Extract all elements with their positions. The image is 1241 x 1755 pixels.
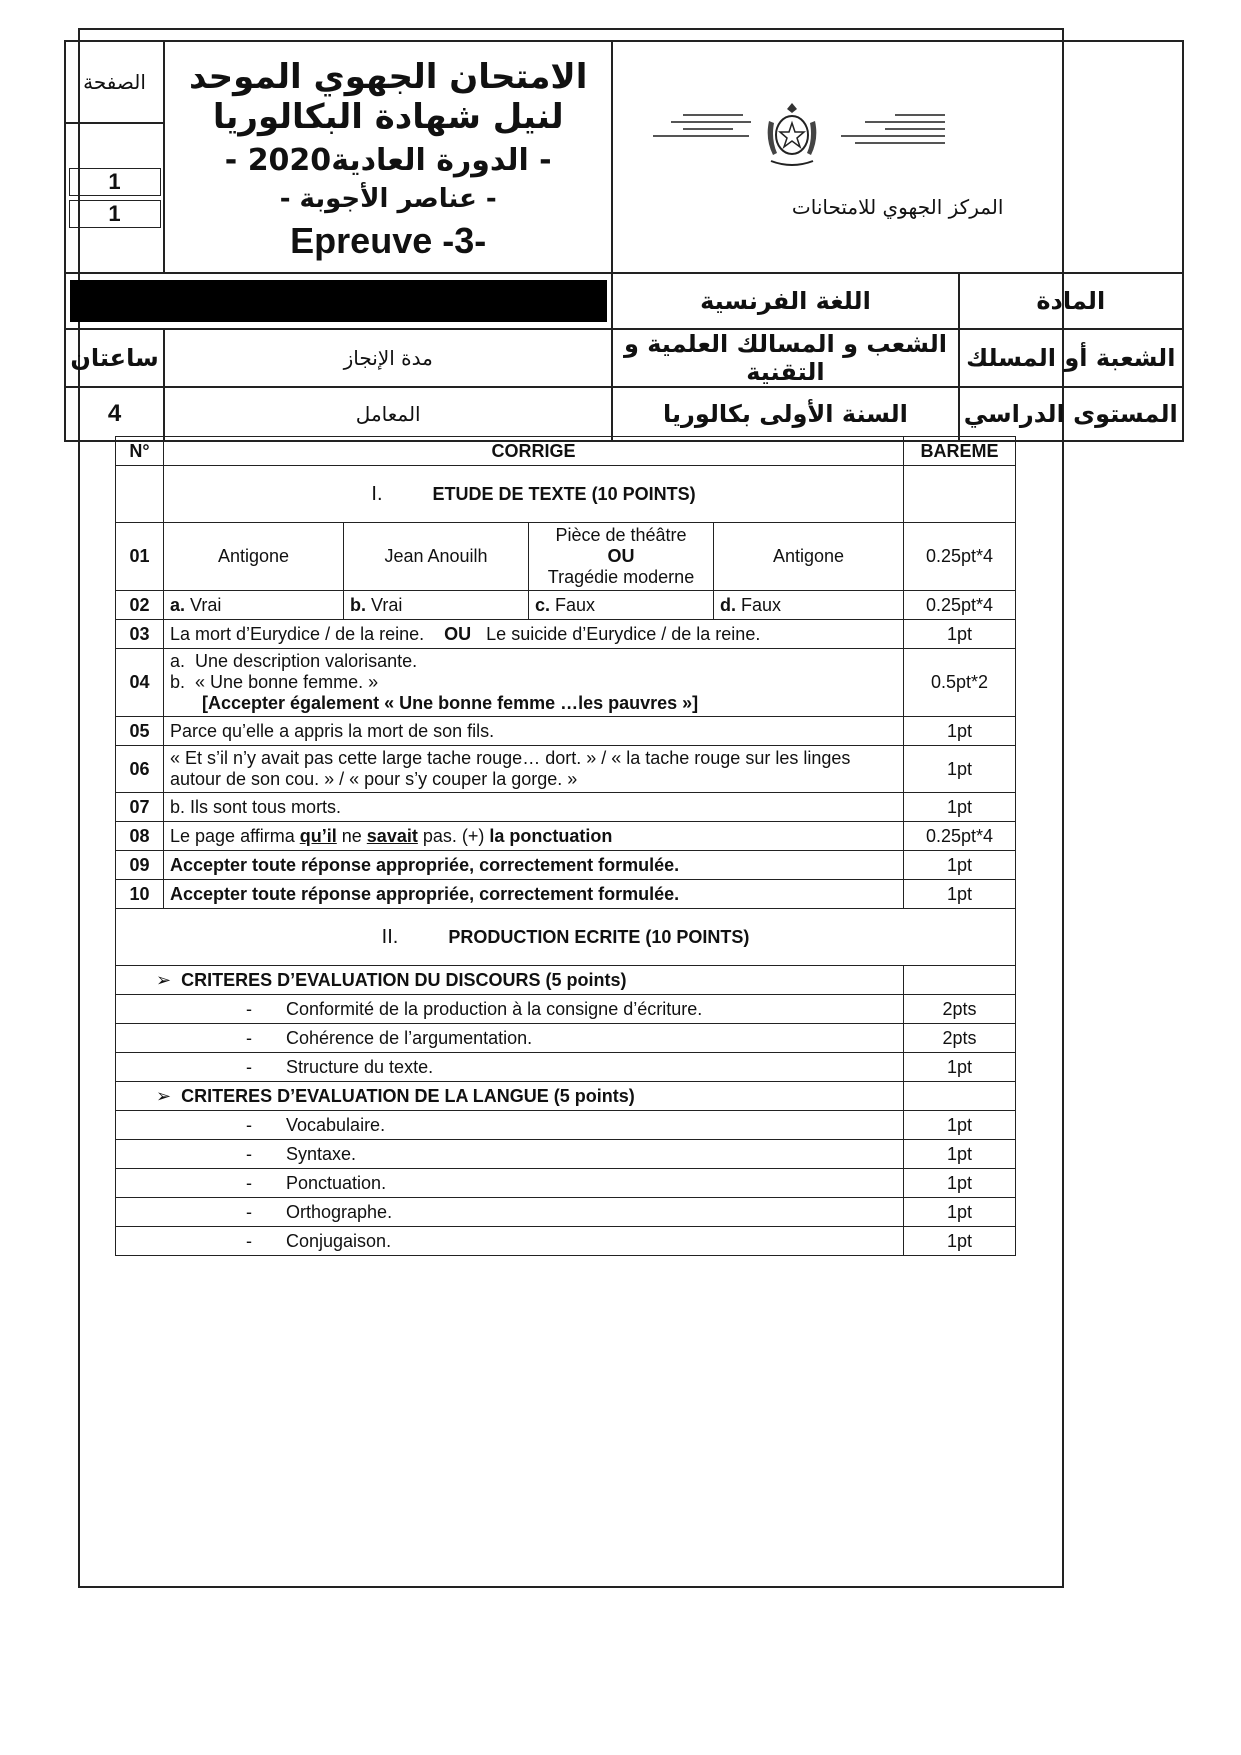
subject-label: المادة [959, 273, 1183, 329]
table-row: 09 Accepter toute réponse appropriée, correctement formulée. 1pt [116, 851, 1016, 880]
col-num-header: N° [116, 437, 164, 466]
criteria-language-title: ➢ CRITERES D’EVALUATION DE LA LANGUE (5 points) [116, 1082, 904, 1111]
table-row: 02 a. Vrai b. Vrai c. Faux d. Faux 0.25pt*4 [116, 591, 1016, 620]
exam-title-block [164, 41, 612, 273]
list-item: - Conformité de la production à la consigne d’écriture. 2pts [116, 995, 1016, 1024]
table-row: 05 Parce qu’elle a appris la mort de son fils. 1pt [116, 717, 1016, 746]
list-item: - Vocabulaire. 1pt [116, 1111, 1016, 1140]
table-row: 01 Antigone Jean Anouilh Pièce de théâtre OU Tragédie moderne Antigone 0.25pt*4 [116, 523, 1016, 591]
page-number-block [65, 123, 164, 273]
page-label: الصفحة [65, 41, 164, 123]
list-item: - Structure du texte. 1pt [116, 1053, 1016, 1082]
list-item: - Ponctuation. 1pt [116, 1169, 1016, 1198]
answer-key-table [115, 436, 1015, 1256]
duration-label: مدة الإنجاز [164, 329, 612, 387]
subject-value: اللغة الفرنسية [612, 273, 958, 329]
section1-title: I. ETUDE DE TEXTE (10 POINTS) [164, 466, 904, 523]
list-item: - Conjugaison. 1pt [116, 1227, 1016, 1256]
epreuve-title: Epreuve -3- [290, 219, 487, 261]
table-row: 08 Le page affirma qu’il ne savait pas. (+) la ponctuation 0.25pt*4 [116, 822, 1016, 851]
table-row: 04 a. Une description valorisante. b. « Une bonne femme. » [Accepter également « Une bonne femme …les pauvres »] 0.5pt*2 [116, 649, 1016, 717]
level-value: السنة الأولى بكالوريا [612, 387, 958, 441]
col-bareme-header: BAREME [904, 437, 1016, 466]
redaction-bar [70, 280, 607, 322]
table-row: 06 « Et s’il n’y avait pas cette large tache rouge… dort. » / « la tache rouge sur les linges autour de son cou. » / « pour s’y couper la gorge. » 1pt [116, 746, 1016, 793]
criteria-discourse-title: ➢ CRITERES D’EVALUATION DU DISCOURS (5 points) [116, 966, 904, 995]
table-row: 07 b. Ils sont tous morts. 1pt [116, 793, 1016, 822]
coefficient-value: 4 [65, 387, 164, 441]
page-number: 1 [69, 168, 161, 196]
royal-emblem-icon [761, 99, 823, 169]
list-item: - Cohérence de l’argumentation. 2pts [116, 1024, 1016, 1053]
answer-elements-title: - عناصر الأجوبة - [279, 183, 497, 214]
coefficient-label: المعامل [164, 387, 612, 441]
table-row: 03 La mort d’Eurydice / de la reine. OU Le suicide d’Eurydice / de la reine. 1pt [116, 620, 1016, 649]
branch-value: الشعب و المسالك العلمية و التقنية [612, 329, 958, 387]
ministry-logo [613, 85, 1182, 195]
arrow-bullet-icon: ➢ [156, 969, 172, 990]
col-corrige-header: CORRIGE [164, 437, 904, 466]
level-label: المستوى الدراسي [959, 387, 1183, 441]
exam-header [64, 40, 1184, 442]
regional-center-name: المركز الجهوي للامتحانات [791, 195, 1004, 219]
ministry-logo-block [612, 41, 1183, 273]
exam-title: الامتحان الجهوي الموحد لنيل شهادة البكالوريا [189, 56, 588, 137]
ministry-name-french [653, 109, 753, 142]
session-title: - الدورة العادية2020 - [224, 142, 552, 178]
arrow-bullet-icon: ➢ [156, 1085, 172, 1106]
ministry-name-arabic [837, 109, 947, 149]
page-total: 1 [69, 200, 161, 228]
section2-title: II. PRODUCTION ECRITE (10 POINTS) [116, 909, 1016, 966]
duration-value: ساعتان [65, 329, 164, 387]
table-row: 10 Accepter toute réponse appropriée, correctement formulée. 1pt [116, 880, 1016, 909]
list-item: - Orthographe. 1pt [116, 1198, 1016, 1227]
list-item: - Syntaxe. 1pt [116, 1140, 1016, 1169]
redacted-cell [65, 273, 612, 329]
branch-label: الشعبة أو المسلك [959, 329, 1183, 387]
